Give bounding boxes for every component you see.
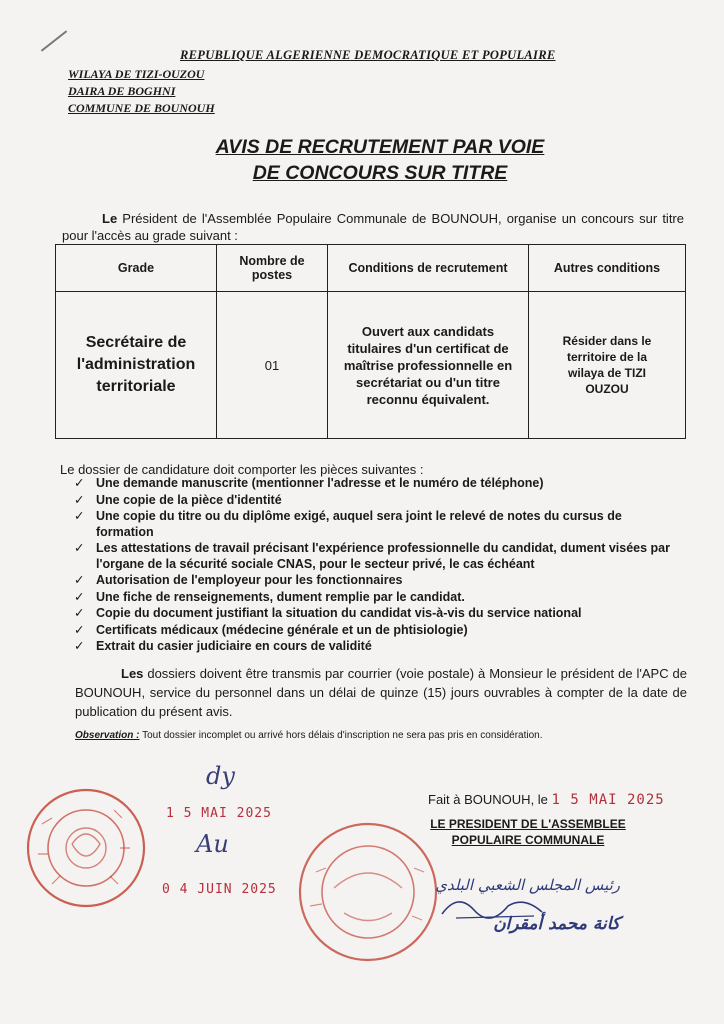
- check-icon: ✓: [74, 492, 85, 507]
- check-icon: ✓: [74, 476, 85, 490]
- observation-note: [75, 730, 543, 741]
- list-item: [70, 509, 682, 540]
- list-item: [70, 623, 682, 639]
- title-line-1: AVIS DE RECRUTEMENT PAR VOIE: [215, 136, 545, 158]
- list-item: [70, 606, 682, 622]
- list-item: [70, 639, 682, 655]
- list-item-text: Extrait du casier judiciaire en cours de validité: [96, 639, 372, 653]
- pieces-list: [70, 476, 682, 656]
- check-icon: ✓: [74, 622, 85, 637]
- transmission-text: dossiers doivent être transmis par courrier (voie postale) à Monsieur le président de l'APC de BOUNOUH, service du personnel dans un délai de quinze (15) jours ouvrables à compter de la date de publication du présent avis.: [75, 666, 687, 719]
- header-autres: Autres conditions: [529, 245, 686, 292]
- administrative-header: [68, 66, 248, 117]
- list-item: [70, 573, 682, 589]
- dossier-intro: Le dossier de candidature doit comporter les pièces suivantes :: [60, 462, 424, 477]
- check-icon: ✓: [74, 509, 85, 523]
- check-icon: ✓: [74, 573, 85, 587]
- list-item-text: Une fiche de renseignements, dument remplie par le candidat.: [96, 589, 465, 604]
- table-row: [56, 292, 686, 439]
- list-item: [70, 476, 682, 492]
- header-nombre: Nombre de postes: [217, 245, 328, 292]
- list-item-text: Une demande manuscrite (mentionner l'adresse et le numéro de téléphone): [96, 476, 544, 490]
- president-title-line-2: POPULAIRE COMMUNALE: [451, 833, 605, 847]
- header-grade: Grade: [56, 245, 217, 292]
- title-line-2: DE CONCOURS SUR TITRE: [252, 162, 508, 184]
- transmission-paragraph: [75, 664, 687, 721]
- republic-header: REPUBLIQUE ALGERIENNE DEMOCRATIQUE ET POPULAIRE: [180, 48, 556, 62]
- list-item-text: Certificats médicaux (médecine générale et un de phtisiologie): [96, 622, 468, 637]
- received-date-stamp: 1 5 MAI 2025: [166, 806, 272, 821]
- check-icon: ✓: [74, 589, 85, 604]
- processed-date-stamp: 0 4 JUIN 2025: [162, 882, 277, 897]
- observation-label: Observation :: [75, 730, 140, 741]
- president-title-line-1: LE PRESIDENT DE L'ASSEMBLEE: [430, 817, 626, 831]
- commune-line: COMMUNE DE BOUNOUH: [68, 101, 215, 115]
- cell-conditions: Ouvert aux candidats titulaires d'un certificat de maîtrise professionnelle en secrétariat ou d'un titre reconnu équivalent.: [328, 292, 529, 439]
- cell-grade: Secrétaire de l'administration territoriale: [56, 292, 217, 439]
- cell-autres: Résider dans le territoire de la wilaya de TIZI OUZOU: [529, 292, 686, 439]
- intro-text: Président de l'Assemblée Populaire Communale de BOUNOUH, organise un concours sur titre pour l'accès au grade suivant :: [62, 211, 684, 243]
- handwritten-initials-1: dy: [206, 762, 235, 790]
- header-conditions: Conditions de recrutement: [328, 245, 529, 292]
- list-item: [70, 590, 682, 606]
- list-item: [70, 541, 682, 572]
- check-icon: ✓: [74, 639, 85, 653]
- table-header-row: [56, 245, 686, 292]
- president-title: [412, 816, 644, 848]
- observation-text: Tout dossier incomplet ou arrivé hors délais d'inscription ne sera pas pris en considération.: [139, 730, 543, 741]
- recruitment-table: [55, 244, 686, 439]
- arabic-president-title: رئيس المجلس الشعبي البلدي: [435, 876, 620, 894]
- daira-line: DAIRA DE BOGHNI: [68, 84, 176, 98]
- check-icon: ✓: [74, 606, 85, 620]
- list-item-text: Une copie du titre ou du diplôme exigé, auquel sera joint le relevé de notes du cursus de formation: [96, 509, 622, 539]
- list-item-text: Autorisation de l'employeur pour les fonctionnaires: [96, 573, 403, 587]
- arabic-president-name: كانة محمد أمقران: [493, 914, 620, 934]
- check-icon: ✓: [74, 541, 85, 555]
- cell-nombre: 01: [217, 292, 328, 439]
- handwritten-initials-2: Au: [196, 830, 229, 858]
- signature-place-date: [428, 792, 665, 808]
- intro-paragraph: [62, 210, 684, 244]
- wilaya-line: WILAYA DE TIZI-OUZOU: [68, 67, 205, 81]
- fait-label: Fait à BOUNOUH, le: [428, 792, 548, 807]
- pen-mark: [41, 30, 67, 51]
- list-item-text: Les attestations de travail précisant l'expérience professionnelle du candidat, dument visées par l'organe de la sécurité sociale CNAS, pour le secteur privé, le cas échéant: [96, 541, 670, 571]
- fait-date-stamp: 1 5 MAI 2025: [551, 792, 665, 808]
- list-item-text: Une copie de la pièce d'identité: [96, 492, 282, 507]
- intro-first-letter: Le: [102, 211, 118, 226]
- transmission-first-letter: Les: [121, 666, 144, 681]
- official-seal-left-icon: [22, 784, 150, 912]
- list-item: [70, 493, 682, 509]
- list-item-text: Copie du document justifiant la situation du candidat vis-à-vis du service national: [96, 606, 582, 620]
